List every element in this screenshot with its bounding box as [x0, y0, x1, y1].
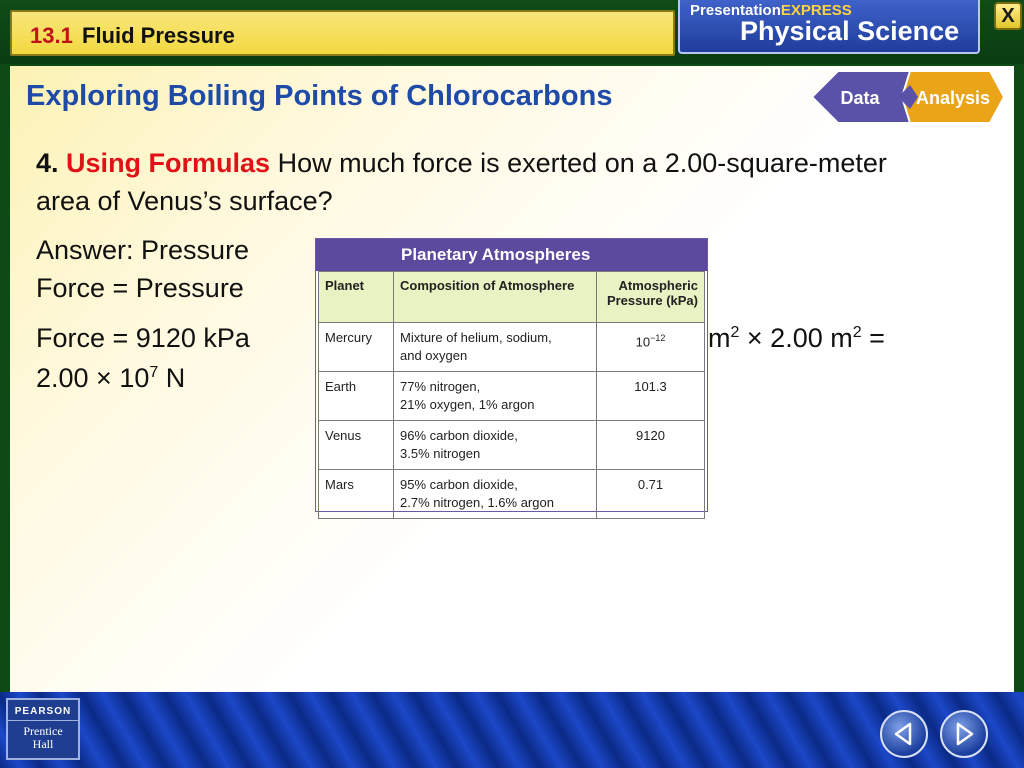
cell-pressure: 101.3 — [597, 372, 705, 421]
cell-planet: Venus — [319, 421, 394, 470]
cell-pressure: $10^{-12}$ — [597, 323, 705, 372]
publisher-imprint: Prentice Hall — [23, 724, 63, 751]
cell-composition: 77% nitrogen, 21% oxygen, 1% argon — [394, 372, 597, 421]
question-heading: Using Formulas — [66, 148, 271, 178]
brand-line2: Physical Science — [740, 16, 960, 46]
table-header-row — [319, 272, 705, 323]
cell-planet: Earth — [319, 372, 394, 421]
table-title-bar — [316, 239, 707, 271]
answer-line-4: $2.00 \times 10^7$ N — [36, 363, 186, 393]
close-button[interactable]: X — [994, 2, 1022, 30]
atmosphere-table — [318, 271, 705, 519]
cell-pressure: 9120 — [597, 421, 705, 470]
answer-line-1: Answer: Pressure — [36, 235, 250, 265]
section-number: 13.1 — [30, 23, 73, 48]
publisher-name: PEARSON — [8, 706, 78, 721]
cell-planet: Mars — [319, 470, 394, 519]
table-row — [319, 323, 705, 372]
slide-title: Exploring Boiling Points of Chlorocarbons — [26, 80, 613, 112]
answer-line-3b: $m^2 \times 2.00$ $m^2$ = — [708, 323, 885, 353]
question-body: How much force is exerted on a 2.00-square-meter area of Venus’s surface? — [36, 148, 887, 216]
cell-composition: Mixture of helium, sodium, and oxygen — [394, 323, 597, 372]
answer-line-2: Force = Pressure — [36, 273, 244, 303]
cell-planet: Mercury — [319, 323, 394, 372]
cell-composition: 95% carbon dioxide, 2.7% nitrogen, 1.6% argon — [394, 470, 597, 519]
badge-data-label: Data — [840, 88, 880, 108]
next-button[interactable] — [940, 710, 988, 758]
brand-line1: PresentationEXPRESS — [690, 2, 852, 19]
table-row — [319, 470, 705, 519]
answer-line-3a: Force = 9120 kPa — [36, 323, 250, 353]
planetary-atmospheres-table — [315, 238, 708, 512]
footer-bar — [0, 692, 1024, 768]
table-row — [319, 421, 705, 470]
data-analysis-badge — [810, 68, 1006, 126]
cell-pressure: 0.71 — [597, 470, 705, 519]
cell-composition: 96% carbon dioxide, 3.5% nitrogen — [394, 421, 597, 470]
question-text — [36, 144, 936, 220]
table-row — [319, 372, 705, 421]
previous-button[interactable] — [880, 710, 928, 758]
section-label — [10, 10, 675, 56]
col-header-planet: Planet — [319, 272, 394, 323]
arrow-left-icon — [892, 722, 916, 746]
arrow-right-icon — [952, 722, 976, 746]
badge-analysis-label: Analysis — [915, 88, 991, 108]
question-number: 4. — [36, 148, 59, 178]
table-title: Planetary Atmospheres — [401, 245, 591, 264]
col-header-composition: Composition of Atmosphere — [394, 272, 597, 323]
publisher-logo — [6, 698, 80, 760]
brand-logo — [678, 0, 980, 54]
section-title: Fluid Pressure — [82, 23, 235, 48]
col-header-pressure: Atmospheric Pressure (kPa) — [597, 272, 705, 323]
